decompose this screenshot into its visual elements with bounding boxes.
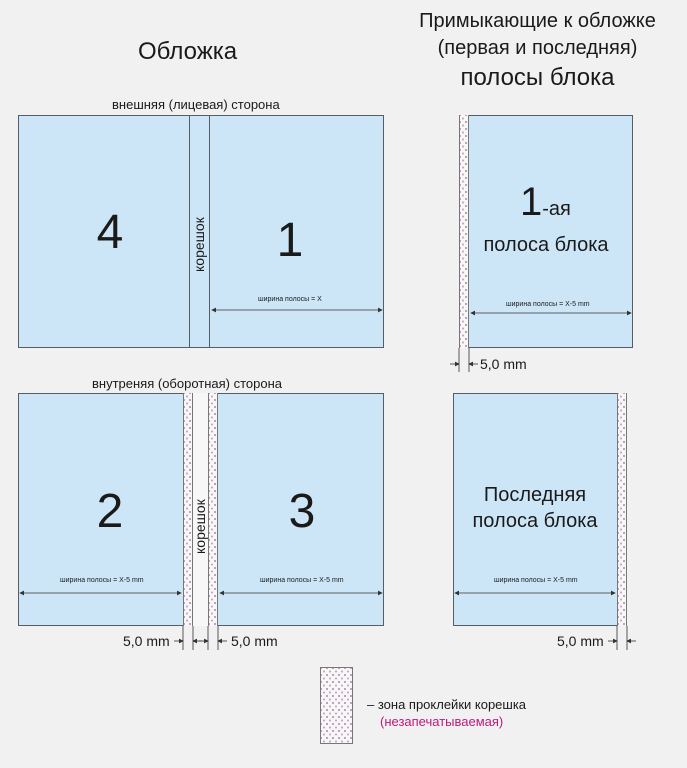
inner-side-label: внутреняя (оборотная) сторона bbox=[92, 376, 283, 391]
last-block-line2: полоса блока bbox=[472, 510, 598, 532]
dim-spine-right: 5,0 mm bbox=[231, 633, 278, 649]
first-block-digit: 1 bbox=[520, 180, 543, 224]
last-block-width-label: ширина полосы = X-5 mm bbox=[494, 577, 578, 584]
adjacent-title-line2: (первая и последняя) bbox=[437, 37, 638, 59]
spine-label-outer: корешок bbox=[191, 217, 207, 272]
adjacent-title-line1: Примыкающие к обложке bbox=[419, 10, 656, 32]
page-4-number: 4 bbox=[96, 206, 124, 259]
first-block-label: полоса блока bbox=[483, 234, 609, 256]
cover-title: Обложка bbox=[138, 38, 238, 65]
page-3-number: 3 bbox=[288, 485, 316, 538]
dim-last-block: 5,0 mm bbox=[557, 633, 604, 649]
width-x-label: ширина полосы = X bbox=[258, 296, 322, 303]
last-block-line1: Последняя bbox=[483, 484, 587, 506]
page-2-number: 2 bbox=[96, 485, 124, 538]
outer-side-label: внешняя (лицевая) сторона bbox=[112, 97, 280, 112]
adjacent-title-line3: полосы блока bbox=[460, 64, 615, 91]
page-1-number: 1 bbox=[276, 214, 304, 267]
spine-label-inner: корешок bbox=[192, 499, 208, 554]
first-block-width-label: ширина полосы = X-5 mm bbox=[506, 301, 590, 308]
legend-note: (незапечатываемая) bbox=[380, 714, 504, 729]
width-x5-label-right: ширина полосы = X-5 mm bbox=[260, 577, 344, 584]
width-x5-label-left: ширина полосы = X-5 mm bbox=[60, 577, 144, 584]
dim-first-block: 5,0 mm bbox=[480, 356, 527, 372]
first-block-suffix: -ая bbox=[542, 198, 571, 220]
dim-spine-left: 5,0 mm bbox=[123, 633, 170, 649]
legend-text: – зона проклейки корешка bbox=[367, 697, 527, 712]
